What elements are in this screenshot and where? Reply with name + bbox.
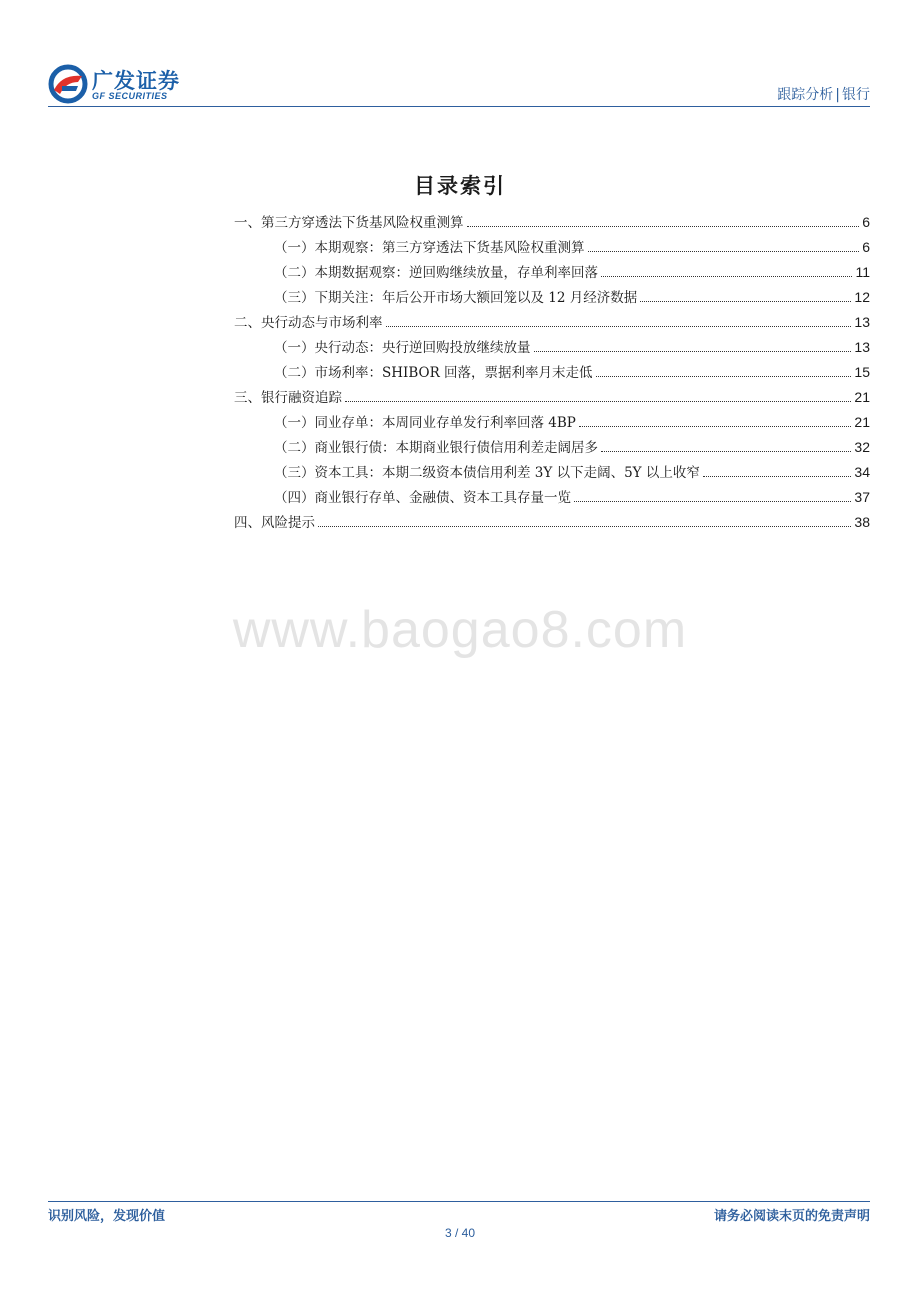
toc-entry[interactable] — [234, 210, 870, 235]
toc-entry[interactable] — [234, 485, 870, 510]
toc-dot-leader — [574, 501, 851, 502]
page-header — [48, 62, 870, 108]
footer-disclaimer-note: 请务必阅读末页的免责声明 — [713, 1209, 870, 1224]
watermark: www.baogao8.com — [232, 601, 688, 659]
toc-dot-leader — [703, 476, 852, 477]
toc-dot-leader — [640, 301, 851, 302]
toc-entry[interactable] — [234, 385, 870, 410]
report-category — [777, 84, 870, 104]
toc-entry-page: 21 — [854, 389, 870, 405]
toc-entry-page: 34 — [854, 464, 870, 480]
toc-entry-title: （一）央行动态：央行逆回购投放继续放量 — [274, 340, 531, 356]
toc-entry-page: 37 — [854, 489, 870, 505]
toc-entry-page: 6 — [862, 239, 870, 255]
toc-entry-page: 21 — [854, 414, 870, 430]
footer-divider — [48, 1201, 870, 1202]
toc-entry[interactable] — [234, 460, 870, 485]
toc-entry-title: （二）市场利率：SHIBOR 回落，票据利率月末走低 — [274, 365, 593, 381]
table-of-contents — [234, 210, 870, 535]
toc-entry-page: 15 — [854, 364, 870, 380]
toc-dot-leader — [386, 326, 852, 327]
toc-dot-leader — [345, 401, 851, 402]
toc-entry[interactable] — [234, 510, 870, 535]
report-type-label: 跟踪分析 — [777, 87, 834, 103]
toc-title: 目录索引 — [414, 173, 506, 198]
logo-english-name: GF SECURITIES — [92, 91, 168, 101]
gf-securities-logo — [48, 62, 198, 106]
toc-entry-title: （四）商业银行存单、金融债、资本工具存量一览 — [274, 490, 571, 506]
logo-chinese-name: 广发证券 — [92, 69, 180, 93]
industry-label: 银行 — [842, 87, 870, 103]
page-number: 3 / 40 — [444, 1226, 476, 1240]
toc-dot-leader — [318, 526, 851, 527]
toc-entry[interactable] — [234, 335, 870, 360]
toc-entry-title: （一）本期观察：第三方穿透法下货基风险权重测算 — [274, 240, 585, 256]
toc-entry-title: （三）下期关注：年后公开市场大额回笼以及 12 月经济数据 — [274, 290, 638, 306]
toc-dot-leader — [601, 276, 852, 277]
toc-entry-title: 四、风险提示 — [234, 515, 315, 531]
toc-entry[interactable] — [234, 235, 870, 260]
toc-entry-page: 13 — [854, 339, 870, 355]
toc-entry[interactable] — [234, 435, 870, 460]
header-divider — [48, 106, 870, 107]
gf-logo-icon — [48, 64, 88, 104]
toc-dot-leader — [601, 451, 851, 452]
toc-entry-page: 13 — [854, 314, 870, 330]
toc-entry-page: 6 — [862, 214, 870, 230]
toc-entry[interactable] — [234, 285, 870, 310]
header-separator: | — [835, 87, 840, 103]
toc-dot-leader — [534, 351, 852, 352]
toc-entry-title: 二、央行动态与市场利率 — [234, 315, 383, 331]
toc-dot-leader — [596, 376, 852, 377]
toc-dot-leader — [579, 426, 852, 427]
toc-entry-title: 三、银行融资追踪 — [234, 390, 342, 406]
toc-entry-page: 11 — [855, 264, 870, 280]
toc-dot-leader — [588, 251, 860, 252]
toc-entry-page: 38 — [854, 514, 870, 530]
toc-entry-page: 12 — [854, 289, 870, 305]
toc-entry[interactable] — [234, 310, 870, 335]
toc-entry-title: （二）商业银行债：本期商业银行债信用利差走阔居多 — [274, 440, 598, 456]
toc-entry-title: （二）本期数据观察：逆回购继续放量，存单利率回落 — [274, 265, 598, 281]
toc-dot-leader — [467, 226, 860, 227]
toc-entry[interactable] — [234, 360, 870, 385]
toc-entry-title: 一、第三方穿透法下货基风险权重测算 — [234, 215, 464, 231]
toc-entry-title: （一）同业存单：本周同业存单发行利率回落 4BP — [274, 415, 576, 431]
toc-entry-page: 32 — [854, 439, 870, 455]
toc-entry[interactable] — [234, 410, 870, 435]
footer-slogan: 识别风险，发现价值 — [48, 1209, 166, 1224]
toc-entry[interactable] — [234, 260, 870, 285]
toc-entry-title: （三）资本工具：本期二级资本债信用利差 3Y 以下走阔、5Y 以上收窄 — [274, 465, 700, 481]
